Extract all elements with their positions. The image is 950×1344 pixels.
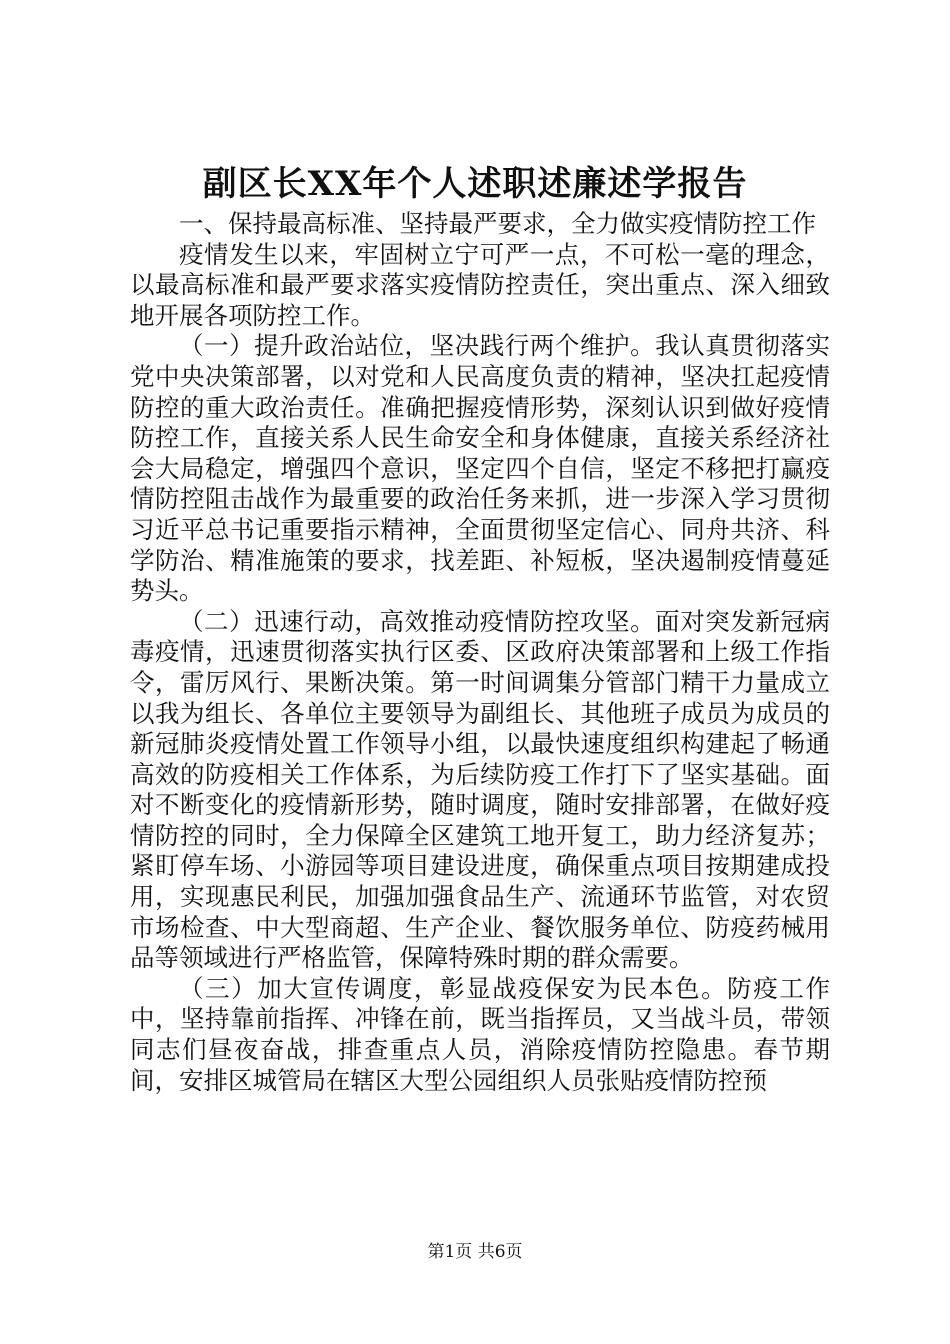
- document-title: 副区长XX年个人述职述廉述学报告: [202, 164, 748, 204]
- section-heading: 一、保持最高标准、坚持最严要求，全力做实疫情防控工作: [179, 209, 816, 238]
- page-number: 第1页 共6页: [427, 1242, 523, 1262]
- body-paragraph: （一）提升政治站位，坚决践行两个维护。我认真贯彻落实党中央决策部署，以对党和人民高度负责的精神，坚决扛起疫情防控的重大政治责任。准确把握疫情形势，深刻认识到做好疫情防控工作，直接关系人民生命安全和身体健康，直接关系经济社会大局稳定，增强四个意识，坚定四个自信，坚定不移把打赢疫情防控阻击战作为最重要的政治任务来抓，进一步深入学习贯彻习近平总书记重要指示精神，全面贯彻坚定信心、同舟共济、科学防治、精准施策的要求，找差距、补短板，坚决遏制疫情蔓延势头。: [130, 331, 830, 606]
- body-paragraph: （二）迅速行动，高效推动疫情防控攻坚。面对突发新冠病毒疫情，迅速贯彻落实执行区委、区政府决策部署和上级工作指令，雷厉风行、果断决策。第一时间调集分管部门精干力量成立以我为组长、各单位主要领导为副组长、其他班子成员为成员的新冠肺炎疫情处置工作领导小组，以最快速度组织构建起了畅通高效的防疫相关工作体系，为后续防疫工作打下了坚实基础。面对不断变化的疫情新形势，随时调度，随时安排部署，在做好疫情防控的同时，全力保障全区建筑工地开复工，助力经济复苏；紧盯停车场、小游园等项目建设进度，确保重点项目按期建成投用，实现惠民利民，加强加强食品生产、流通环节监管，对农贸市场检查、中大型商超、生产企业、餐饮服务单位、防疫药械用品等领域进行严格监管，保障特殊时期的群众需要。: [130, 606, 830, 973]
- document-body: [130, 209, 830, 1096]
- body-paragraph: （三）加大宣传调度，彰显战疫保安为民本色。防疫工作中，坚持靠前指挥、冲锋在前，既当指挥员，又当战斗员，带领同志们昼夜奋战，排查重点人员，消除疫情防控隐患。春节期间，安排区城管局在辖区大型公园组织人员张贴疫情防控预: [130, 973, 830, 1095]
- body-paragraph: 疫情发生以来，牢固树立宁可严一点，不可松一毫的理念，以最高标准和最严要求落实疫情防控责任，突出重点、深入细致地开展各项防控工作。: [130, 239, 830, 330]
